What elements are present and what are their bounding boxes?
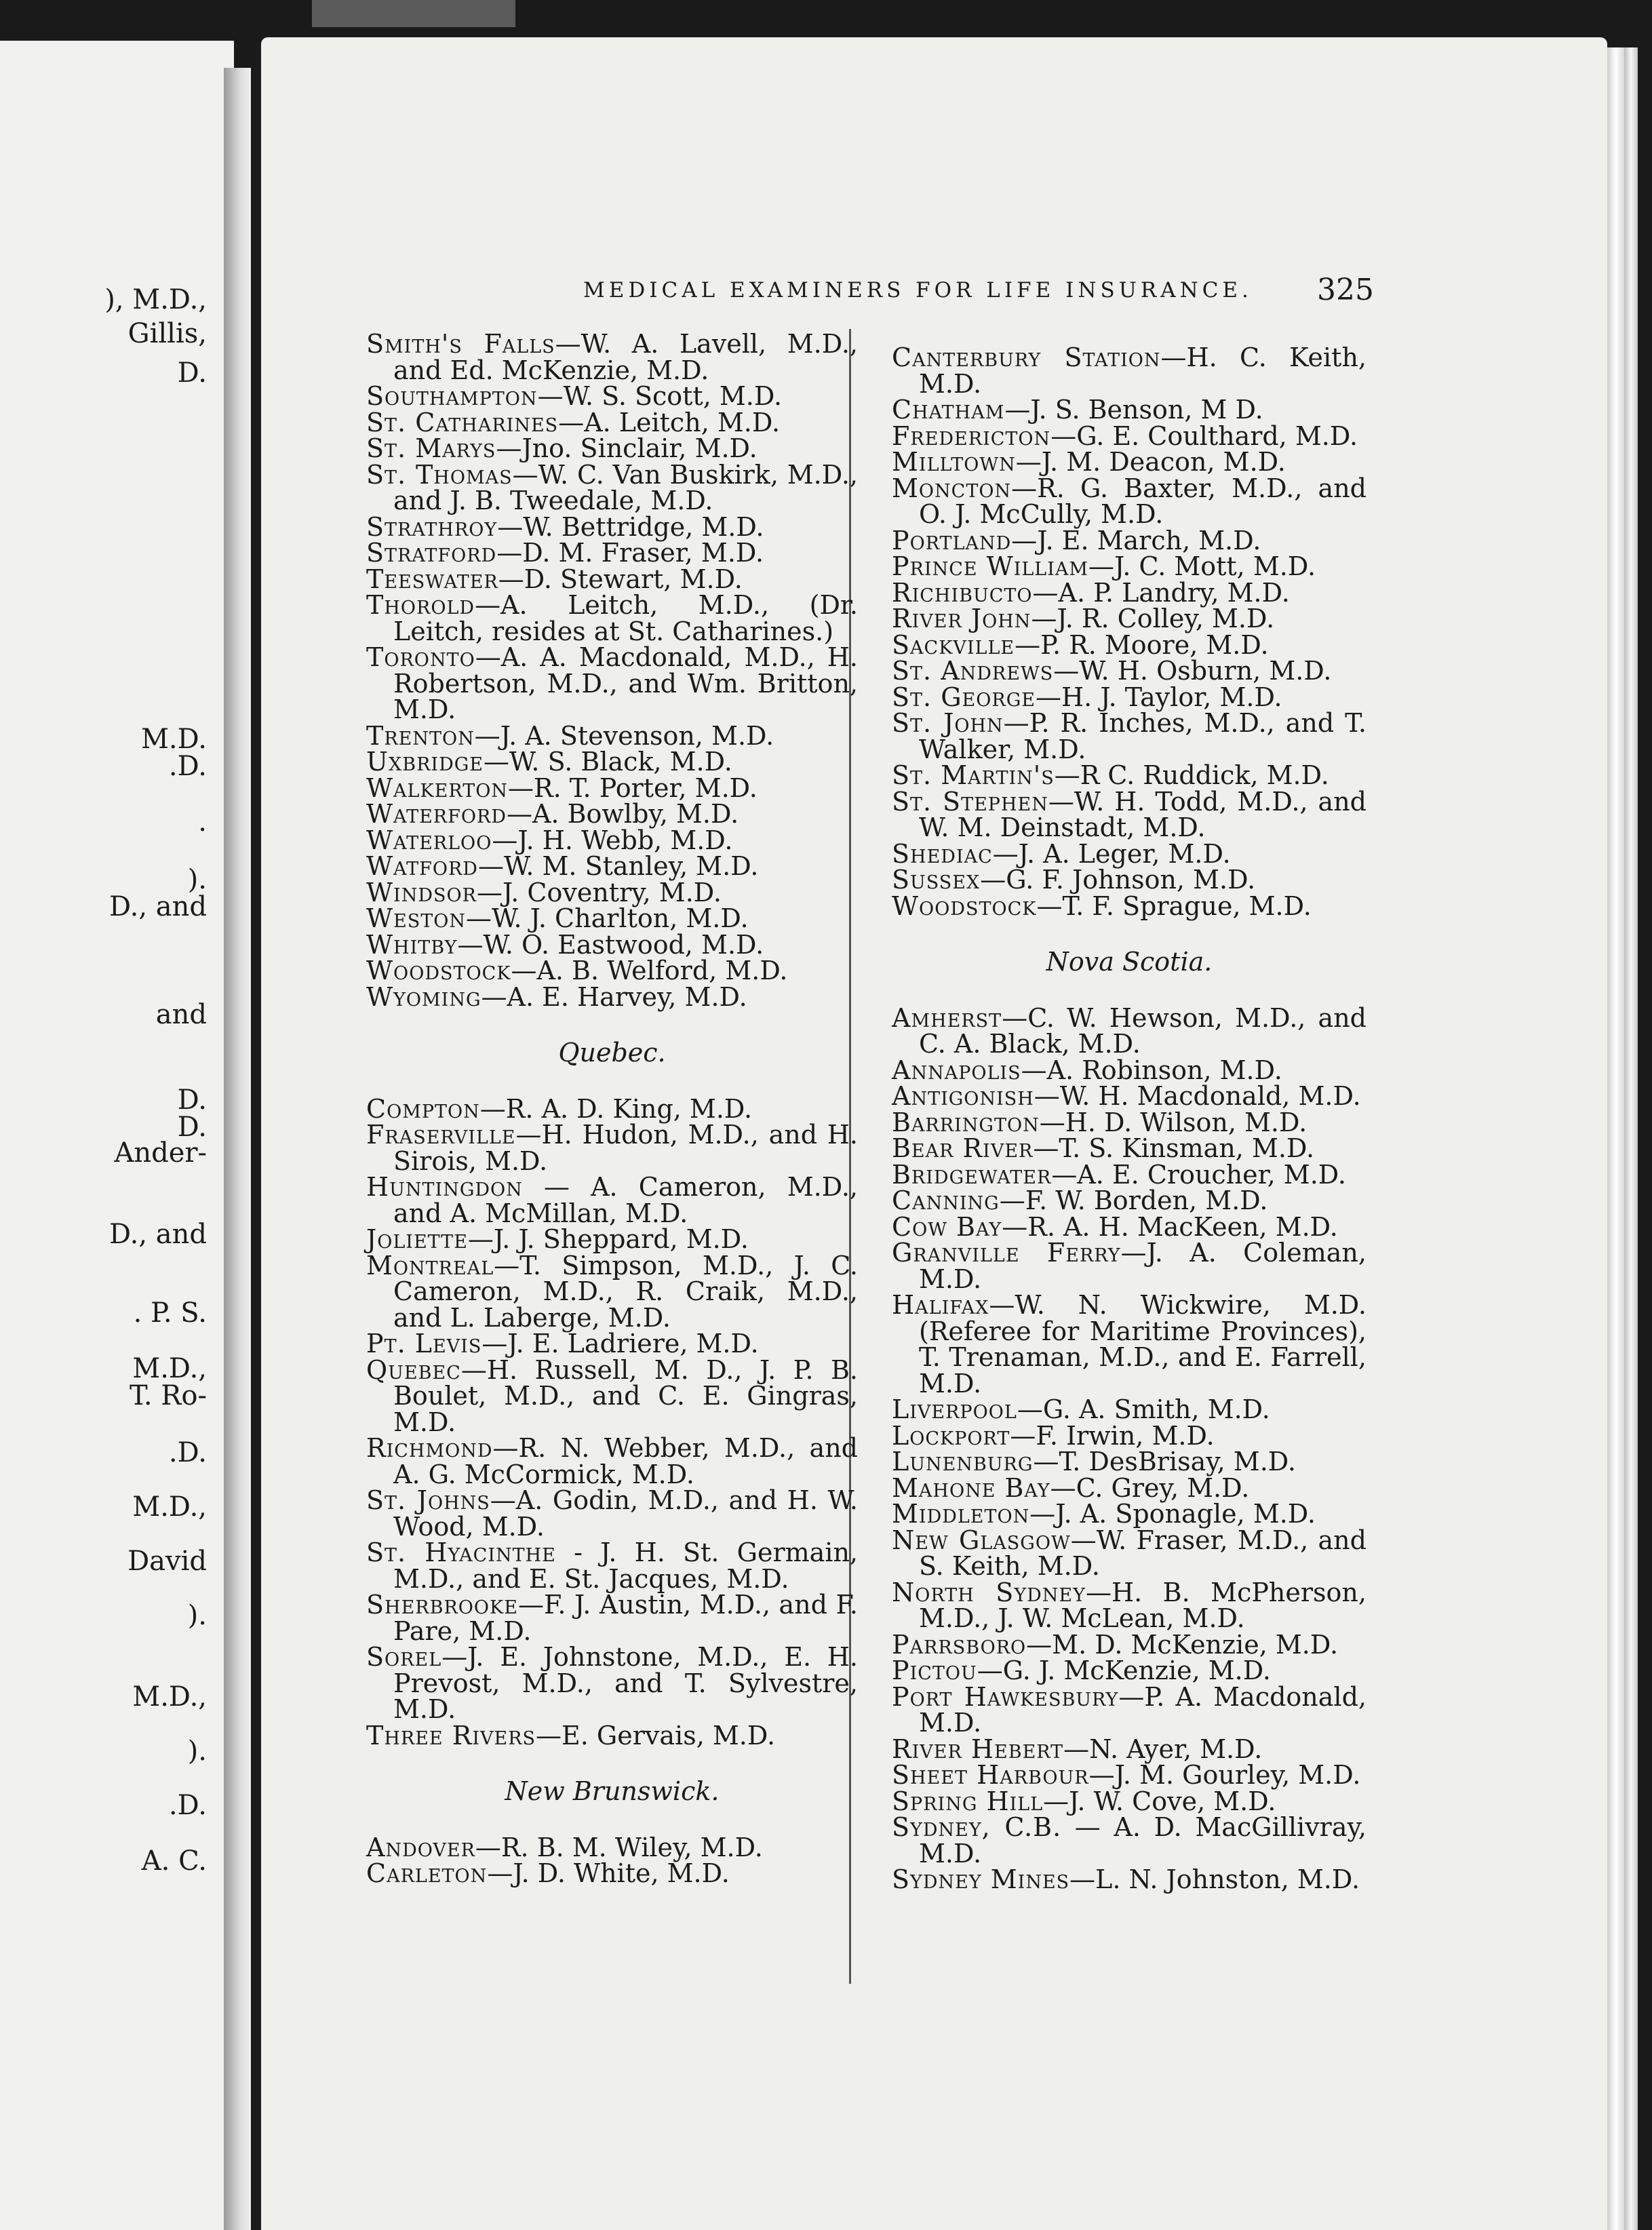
left-page-fragment: Ander- (114, 1137, 207, 1169)
examiner-entry (366, 905, 858, 932)
examiner-names: —R. G. Baxter, M.D., and O. J. McCully, M.D. (919, 473, 1366, 529)
examiner-entry (892, 893, 1366, 920)
left-page-fragment: . (198, 806, 207, 838)
examiner-names: —G. J. McKenzie, M.D. (977, 1656, 1271, 1685)
place-name: Spring Hill (892, 1786, 1044, 1816)
right-column (892, 345, 1366, 1893)
examiner-entry (892, 1866, 1366, 1893)
book-top-edge (312, 0, 515, 27)
examiner-entry (366, 1592, 858, 1644)
book-gutter (224, 68, 251, 2230)
left-page-fragment: .D. (168, 1790, 207, 1821)
place-name: Huntingdon (366, 1172, 523, 1202)
examiner-entry (892, 525, 1366, 555)
place-name: Bridgewater (892, 1159, 1052, 1190)
examiner-names: —J. A. Leger, M.D. (992, 838, 1231, 869)
examiner-names: — A. D. MacGillivray, M.D. (919, 1812, 1366, 1869)
examiner-entry (366, 1860, 858, 1887)
examiner-names: —H. C. Keith, M.D. (919, 343, 1367, 399)
examiner-names: —G. E. Coulthard, M.D. (1050, 420, 1358, 451)
examiner-names: —J. H. Webb, M.D. (492, 825, 733, 855)
examiner-names: —W. A. Lavell, M.D., and Ed. McKenzie, M.D. (393, 329, 858, 385)
examiner-names: —N. Ayer, M.D. (1063, 1734, 1263, 1764)
left-page-fragment: D. (177, 1084, 207, 1116)
examiner-entry (892, 345, 1366, 397)
examiner-names: —H. Russell, M. D., J. P. B. Boulet, M.D., and C. E. Gingras, M.D. (393, 1354, 858, 1437)
examiner-names: —P. A. Macdonald, M.D. (919, 1681, 1366, 1738)
examiner-names: —R. B. M. Wiley, M.D. (475, 1832, 763, 1862)
place-name: Smith's Falls (366, 329, 555, 359)
place-name: Southampton (366, 381, 538, 411)
examiner-names: —C. W. Hewson, M.D., and C. A. Black, M.D. (919, 1002, 1366, 1059)
examiner-names: —G. F. Johnson, M.D. (980, 865, 1256, 895)
examiner-entry (366, 929, 858, 960)
place-name: St. Martin's (892, 760, 1055, 790)
examiner-entry (366, 511, 858, 542)
section-spacer (366, 1748, 858, 1778)
left-page-fragment: D., and (109, 891, 207, 922)
place-name: Stratford (366, 538, 497, 568)
examiner-names: —J. R. Colley, M.D. (1031, 604, 1275, 633)
left-page-fragment: . P. S. (133, 1297, 207, 1329)
place-name: Chatham (892, 395, 1005, 425)
place-name: Strathroy (366, 511, 498, 542)
section-spacer (892, 919, 1366, 949)
examiner-entry (892, 1577, 1366, 1633)
examiner-names: —D. Stewart, M.D. (498, 564, 743, 594)
left-page-fragment: ). (187, 1600, 207, 1631)
place-name: Shediac (892, 838, 993, 869)
left-page-fragment: D. (177, 1112, 207, 1143)
examiner-entry (366, 407, 858, 437)
examiner-entry (366, 1174, 858, 1226)
place-name: Montreal (366, 1250, 494, 1280)
examiner-names: —W. H. Todd, M.D., and W. M. Deinstadt, M.D. (919, 786, 1367, 842)
place-name: Bear River (892, 1133, 1034, 1163)
examiner-names: —R. A. H. MacKeen, M.D. (1002, 1211, 1338, 1242)
examiner-names: —F. Irwin, M.D. (1010, 1420, 1215, 1451)
examiner-names: —W. S. Black, M.D. (484, 747, 732, 777)
examiner-entry (892, 629, 1366, 660)
examiner-names: —A. E. Croucher, M.D. (1051, 1159, 1346, 1190)
examiner-names: —J. E. Ladriere, M.D. (481, 1329, 759, 1358)
examiner-names: —W. H. Macdonald, M.D. (1034, 1081, 1361, 1111)
examiner-entry (366, 801, 858, 827)
examiner-names: —J. E. Johnstone, M.D., E. H. Prevost, M.D., and T. Sylvestre, M.D. (393, 1642, 858, 1724)
place-name: Liverpool (892, 1394, 1017, 1424)
examiner-entry (892, 1658, 1366, 1684)
place-name: River Hebert (892, 1734, 1064, 1764)
place-name: Fredericton (892, 420, 1051, 451)
place-name: Cow Bay (892, 1211, 1002, 1242)
place-name: Whitby (366, 929, 458, 960)
examiner-entry (366, 1644, 858, 1723)
place-name: Lunenburg (892, 1447, 1034, 1476)
examiner-names: —A. A. Macdonald, M.D., H. Robertson, M.D., and Wm. Britton, M.D. (393, 642, 858, 724)
examiner-entry (892, 1135, 1366, 1162)
examiner-entry (366, 540, 858, 566)
left-page-fragment: M.D., (132, 1353, 207, 1384)
left-page-fragment: ). (187, 1736, 207, 1767)
examiner-names: —T. DesBrisay, M.D. (1033, 1447, 1296, 1476)
examiner-entry (892, 1762, 1366, 1788)
place-name: Woodstock (892, 891, 1037, 921)
examiner-entry (366, 566, 858, 593)
examiner-entry (892, 475, 1366, 528)
place-name: Sackville (892, 629, 1015, 660)
examiner-names: —R. A. D. King, M.D. (479, 1093, 753, 1124)
examiner-entry (366, 1122, 858, 1174)
examiner-entry (892, 684, 1366, 711)
examiner-entry (366, 1487, 858, 1540)
examiner-entry (366, 592, 858, 644)
examiner-names: —J. M. Gourley, M.D. (1088, 1760, 1361, 1790)
page-edges-outer (1624, 47, 1638, 2230)
place-name: Quebec (366, 1354, 461, 1385)
examiner-names: —J. A. Stevenson, M.D. (474, 720, 774, 751)
running-header: MEDICAL EXAMINERS FOR LIFE INSURANCE. (583, 278, 1253, 302)
examiner-entry (366, 1720, 858, 1750)
examiner-entry (366, 1331, 858, 1357)
examiner-entry (892, 1002, 1366, 1059)
place-name: New Glasgow (892, 1525, 1071, 1555)
examiner-names: —R C. Ruddick, M.D. (1054, 760, 1329, 790)
examiner-names: —A. Bowlby, M.D. (506, 799, 739, 829)
examiner-entry (366, 1540, 858, 1592)
place-name: Weston (366, 903, 467, 933)
place-name: Andover (366, 1832, 475, 1862)
examiner-entry (366, 772, 858, 803)
place-name: St. Stephen (892, 786, 1048, 817)
place-name: Sheet Harbour (892, 1760, 1089, 1790)
examiner-entry (892, 1736, 1366, 1763)
examiner-names: —A. P. Landry, M.D. (1032, 577, 1290, 608)
left-page-fragment: D. (177, 357, 207, 389)
place-name: Sydney, C.B. (892, 1812, 1062, 1842)
examiner-entry (892, 786, 1367, 842)
examiner-names: —A. B. Welford, M.D. (511, 956, 788, 985)
examiner-entry (892, 838, 1366, 869)
section-spacer (892, 975, 1366, 1005)
place-name: Waterloo (366, 825, 492, 855)
examiner-entry (892, 1188, 1366, 1214)
examiner-entry (892, 1420, 1366, 1451)
examiner-names: —J. C. Mott, M.D. (1088, 551, 1316, 581)
examiner-entry (366, 1093, 858, 1124)
place-name: Lockport (892, 1420, 1010, 1451)
left-page-fragment: M.D., (132, 1681, 207, 1713)
examiner-names: —W. J. Charlton, M.D. (466, 903, 749, 933)
left-column (366, 331, 858, 1887)
place-name: Moncton (892, 473, 1012, 503)
place-name: Amherst (892, 1002, 1002, 1033)
left-page-fragment: Gillis, (127, 318, 207, 349)
examiner-entry (366, 1832, 858, 1862)
place-name: Canterbury Station (892, 343, 1161, 372)
examiner-names: —J. A. Coleman, M.D. (919, 1238, 1366, 1294)
examiner-names: —R. T. Porter, M.D. (508, 772, 758, 803)
examiner-entry (366, 459, 858, 515)
examiner-names: —A. Leitch, M.D. (558, 407, 781, 437)
place-name: Toronto (366, 642, 475, 672)
place-name: Three Rivers (366, 1720, 536, 1750)
place-name: St. Catharines (366, 407, 559, 437)
examiner-names: —T. S. Kinsman, M.D. (1033, 1133, 1315, 1163)
place-name: Joliette (366, 1224, 468, 1254)
place-name: Mahone Bay (892, 1472, 1050, 1503)
examiner-entry (892, 1812, 1366, 1869)
examiner-names: —J. S. Benson, M D. (1004, 395, 1263, 425)
place-name: Canning (892, 1186, 1000, 1215)
examiner-names: —J. J. Sheppard, M.D. (467, 1224, 749, 1254)
examiner-names: —E. Gervais, M.D. (536, 1720, 776, 1750)
examiner-entry (892, 710, 1366, 762)
examiner-entry (366, 1354, 858, 1437)
examiner-names: —A. E. Harvey, M.D. (481, 981, 747, 1012)
place-name: Watford (366, 851, 478, 881)
place-name: Parrsboro (892, 1629, 1027, 1660)
examiner-names: —P. R. Inches, M.D., and T. Walker, M.D. (919, 708, 1366, 764)
examiner-entry (892, 1396, 1366, 1423)
examiner-entry (892, 1083, 1366, 1110)
examiner-entry (892, 1211, 1366, 1242)
page-edges (1607, 47, 1624, 2230)
place-name: Sydney Mines (892, 1864, 1070, 1894)
examiner-entry (366, 644, 858, 723)
left-page-fragment: .D. (168, 751, 207, 782)
examiner-names: — A. Cameron, M.D., and A. McMillan, M.D. (393, 1172, 858, 1228)
examiner-names: —J. W. Cove, M.D. (1043, 1786, 1276, 1816)
examiner-entry (366, 331, 858, 383)
place-name: Milltown (892, 447, 1016, 477)
place-name: St. Johns (366, 1485, 490, 1515)
examiner-names: —J. M. Deacon, M.D. (1015, 447, 1286, 477)
examiner-names: —W. O. Eastwood, M.D. (457, 929, 764, 960)
examiner-entry (366, 981, 858, 1012)
left-page-fragment: David (127, 1546, 207, 1577)
place-name: Windsor (366, 877, 477, 907)
examiner-entry (892, 1501, 1366, 1527)
examiner-entry (892, 606, 1366, 632)
examiner-names: —J. A. Sponagle, M.D. (1029, 1499, 1316, 1529)
examiner-entry (366, 853, 858, 880)
examiner-names: —W. C. Van Buskirk, M.D., and J. B. Tweedale, M.D. (393, 459, 858, 515)
examiner-entry (892, 1527, 1366, 1580)
left-page-fragment: ). (187, 864, 207, 895)
left-page-fragment: M.D., (132, 1491, 207, 1523)
examiner-entry (892, 1629, 1366, 1660)
examiner-entry (366, 827, 858, 854)
examiner-entry (892, 449, 1366, 475)
place-name: Port Hawkesbury (892, 1681, 1119, 1712)
place-name: Pictou (892, 1656, 977, 1685)
examiner-names: —T. Simpson, M.D., J. C. Cameron, M.D., R. Craik, M.D., and L. Laberge, M.D. (393, 1250, 858, 1333)
left-page-fragment: T. Ro- (130, 1380, 207, 1411)
place-name: Walkerton (366, 772, 508, 803)
examiner-entry (366, 749, 858, 775)
place-name: Waterford (366, 799, 507, 829)
place-name: St. John (892, 708, 1004, 738)
examiner-entry (892, 420, 1366, 451)
examiner-entry (366, 1435, 858, 1487)
examiner-names: —W. M. Stanley, M.D. (477, 851, 759, 881)
section-spacer (366, 1010, 858, 1040)
place-name: Woodstock (366, 956, 511, 985)
place-name: Teeswater (366, 564, 498, 594)
place-name: Halifax (892, 1290, 989, 1320)
place-name: Sorel (366, 1642, 442, 1672)
examiner-names: —T. F. Sprague, M.D. (1036, 891, 1312, 921)
left-page-fragment: A. C. (141, 1845, 207, 1877)
examiner-names: —W. Bettridge, M.D. (497, 511, 764, 542)
examiner-entry (366, 435, 858, 462)
left-page-fragment: M.D. (140, 724, 207, 755)
place-name: Richmond (366, 1433, 493, 1463)
examiner-names: —A. Robinson, M.D. (1021, 1055, 1282, 1085)
place-name: Barrington (892, 1107, 1040, 1137)
examiner-names: —H. D. Wilson, M.D. (1039, 1107, 1307, 1137)
left-page-fragment: and (155, 999, 207, 1030)
place-name: St. Thomas (366, 459, 513, 490)
examiner-entry (892, 1788, 1366, 1815)
examiner-names: —F. J. Austin, M.D., and F. Pare, M.D. (393, 1590, 858, 1646)
section-heading: Quebec. (558, 1038, 666, 1068)
place-name: St. Hyacinthe (366, 1538, 556, 1567)
examiner-entry (892, 1107, 1366, 1137)
place-name: Portland (892, 525, 1012, 555)
place-name: Prince William (892, 551, 1089, 581)
examiner-names: —W. N. Wickwire, M.D. (Referee for Maritime Provinces), T. Trenaman, M.D., and E. Farrell, M.D. (919, 1290, 1366, 1398)
place-name: St. George (892, 682, 1036, 712)
place-name: Sussex (892, 865, 981, 895)
examiner-entry (892, 577, 1366, 608)
place-name: Fraserville (366, 1120, 516, 1150)
examiner-names: —J. D. White, M.D. (487, 1858, 730, 1888)
examiner-entry (892, 762, 1366, 789)
examiner-names: —P. R. Moore, M.D. (1015, 629, 1269, 660)
examiner-names: —M. D. McKenzie, M.D. (1026, 1629, 1339, 1660)
examiner-entry (366, 1250, 858, 1333)
examiner-names: —W. H. Osburn, M.D. (1053, 656, 1332, 686)
left-page-fragment: ), M.D., (104, 284, 207, 315)
examiner-names: —D. M. Fraser, M.D. (496, 538, 764, 568)
examiner-names: —R. N. Webber, M.D., and A. G. McCormick, M.D. (393, 1433, 858, 1489)
examiner-entry (366, 958, 858, 984)
examiner-names: —A. Godin, M.D., and H. W. Wood, M.D. (393, 1485, 858, 1542)
place-name: Carleton (366, 1858, 488, 1888)
left-page (0, 41, 234, 2230)
examiner-names: —A. Leitch, M.D., (Dr. Leitch, resides at St. Catharines.) (393, 590, 858, 646)
examiner-entry (366, 877, 858, 907)
examiner-names: —Jno. Sinclair, M.D. (496, 433, 758, 463)
section-heading: New Brunswick. (505, 1776, 720, 1806)
examiner-entry (892, 867, 1366, 893)
examiner-entry (892, 1449, 1366, 1475)
examiner-names: —F. W. Borden, M.D. (999, 1186, 1268, 1215)
place-name: Uxbridge (366, 747, 484, 777)
examiner-entry (892, 1057, 1366, 1084)
place-name: Wyoming (366, 981, 481, 1012)
place-name: St. Marys (366, 433, 496, 463)
examiner-names: —C. Grey, M.D. (1050, 1472, 1250, 1503)
examiner-names: - J. H. St. Germain, M.D., and E. St. Jacques, M.D. (393, 1538, 858, 1594)
place-name: River John (892, 604, 1031, 633)
place-name: Compton (366, 1093, 480, 1124)
section-spacer (366, 1805, 858, 1835)
examiner-names: —W. Fraser, M.D., and S. Keith, M.D. (919, 1525, 1366, 1581)
examiner-names: —H. J. Taylor, M.D. (1036, 682, 1282, 712)
place-name: Richibucto (892, 577, 1033, 608)
place-name: Sherbrooke (366, 1590, 518, 1620)
place-name: Trenton (366, 720, 475, 751)
examiner-names: —J. Coventry, M.D. (476, 877, 722, 907)
examiner-names: —J. E. March, M.D. (1011, 525, 1261, 555)
examiner-entry (892, 658, 1366, 684)
examiner-names: —W. S. Scott, M.D. (537, 381, 783, 411)
examiner-entry (366, 383, 858, 410)
examiner-entry (892, 1292, 1366, 1396)
left-page-fragment: .D. (168, 1437, 207, 1468)
place-name: Antigonish (892, 1081, 1034, 1111)
examiner-names: —L. N. Johnston, M.D. (1069, 1864, 1360, 1894)
examiner-entry (366, 1226, 858, 1253)
examiner-entry (892, 553, 1366, 580)
examiner-names: —H. B. McPherson, M.D., J. W. McLean, M.D. (919, 1577, 1366, 1633)
section-heading: Nova Scotia. (1046, 947, 1213, 977)
place-name: Granville Ferry (892, 1238, 1121, 1268)
left-page-fragment: D., and (109, 1219, 207, 1250)
examiner-entry (366, 720, 858, 751)
place-name: Pt. Levis (366, 1329, 482, 1358)
examiner-entry (892, 1472, 1366, 1503)
place-name: Thorold (366, 590, 475, 620)
examiner-names: —G. A. Smith, M.D. (1017, 1394, 1270, 1424)
examiner-names: —H. Hudon, M.D., and H. Sirois, M.D. (393, 1120, 858, 1176)
place-name: St. Andrews (892, 656, 1054, 686)
section-spacer (366, 1066, 858, 1096)
place-name: Annapolis (892, 1055, 1021, 1085)
examiner-entry (892, 1240, 1366, 1292)
examiner-entry (892, 1159, 1366, 1190)
examiner-entry (892, 1681, 1366, 1738)
place-name: Middleton (892, 1499, 1030, 1529)
place-name: North Sydney (892, 1577, 1086, 1607)
examiner-entry (892, 397, 1366, 423)
page-number: 325 (1317, 273, 1374, 307)
